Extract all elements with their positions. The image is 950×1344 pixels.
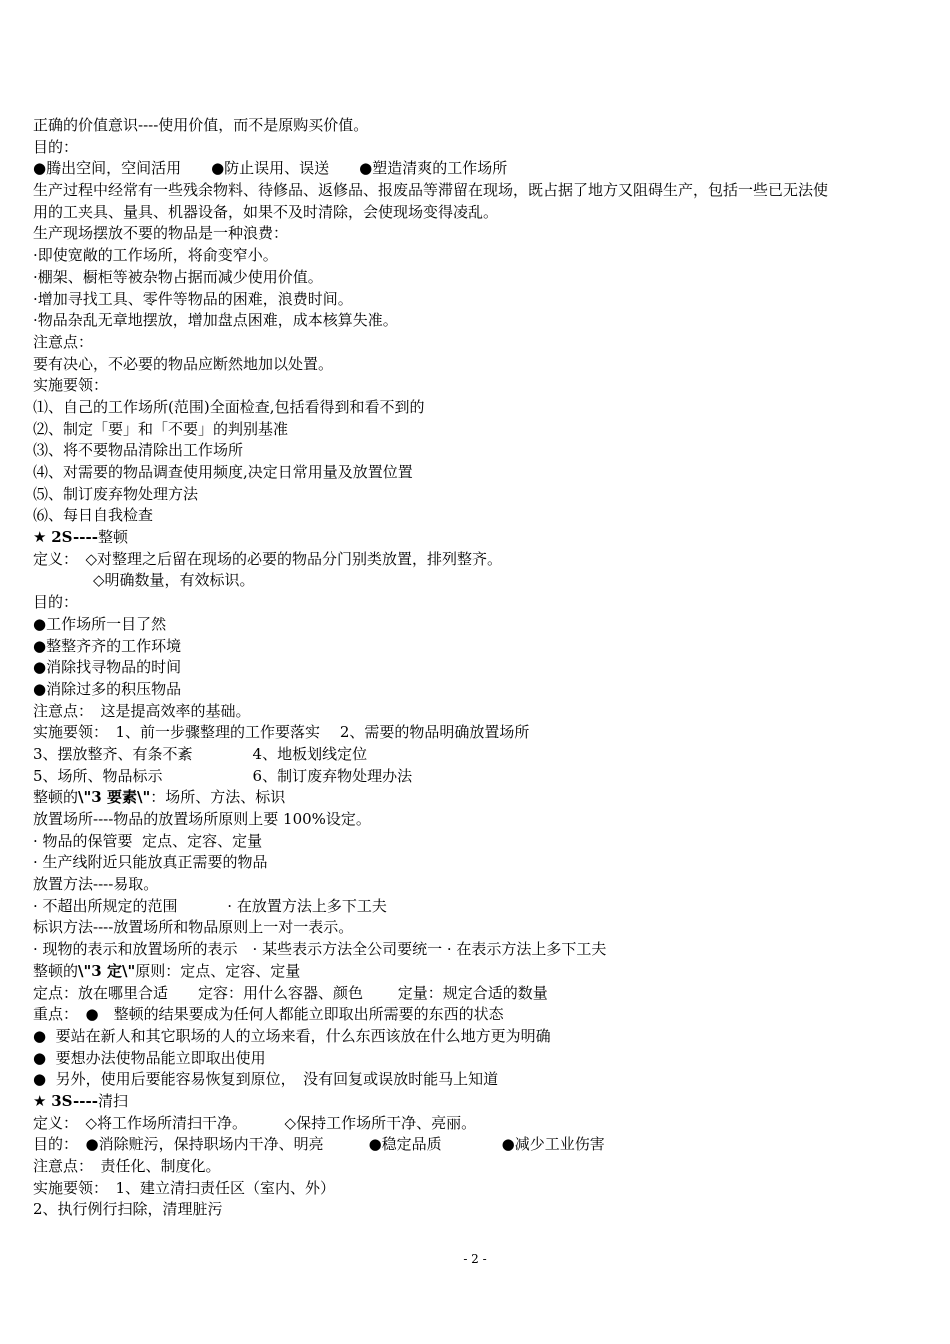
text-line: ·棚架、橱柜等被杂物占据而减少使用价值。 [33,267,323,286]
section-title: 整顿 [97,528,128,547]
list-item: ●整整齐齐的工作环境 [33,636,182,655]
text-line: 要有决心，不必要的物品应断然地加以处置。 [33,354,334,373]
text-line: 3、摆放整齐、有条不紊 4、地板划线定位 [33,744,368,763]
definition-line: 定义： ◇将工作场所清扫干净。 ◇保持工作场所干净、亮丽。 [33,1113,477,1132]
list-item: · 不超出所规定的范围 · 在放置方法上多下工夫 [33,896,387,915]
text-line: ●腾出空间，空间活用 ●防止误用、误送 ●塑造清爽的工作场所 [33,159,508,178]
star-icon: ★ [33,1091,47,1110]
text-line: 注意点： [33,332,94,351]
list-item: ● 另外，使用后要能容易恢复到原位， 没有回复或误放时能马上知道 [33,1070,499,1089]
text-line: 实施要领： 1、建立清扫责任区（室内、外） [33,1178,336,1197]
three-principles-line: 整顿的\"3 定\"原则：定点、定容、定量 [33,961,301,980]
text-line: 标识方法----放置场所和物品原则上一对一表示。 [33,918,354,937]
list-item: · 现物的表示和放置场所的表示 · 某些表示方法全公司要统一 · 在表示方法上多下工夫 [33,940,607,959]
list-item: ⑶、将不要物品清除出工作场所 [33,441,244,460]
text-line: 重点： ● 整顿的结果要成为任何人都能立即取出所需要的东西的状态 [33,1005,504,1024]
text-line: 目的： [33,137,79,156]
list-item: ⑷、对需要的物品调查使用频度,决定日常用量及放置位置 [33,463,413,481]
section-title: 清扫 [97,1091,128,1110]
text-line: ·增加寻找工具、零件等物品的困难，浪费时间。 [33,289,353,308]
section-number: 3S---- [51,1091,98,1110]
list-item: · 物品的保管要 定点、定容、定量 [33,831,263,850]
list-item: ⑸、制订废弃物处理方法 [33,484,199,503]
section-number: 2S---- [51,528,98,547]
list-item: ⑹、每日自我检查 [33,506,154,525]
text-line: 实施要领： 1、前一步骤整理的工作要落实 2、需要的物品明确放置场所 [33,723,530,742]
text-line: 目的： [33,593,79,612]
text-line: 2、执行例行扫除，清理脏污 [33,1200,223,1219]
text-line: 生产现场摆放不要的物品是一种浪费： [33,224,289,243]
text-line: 生产过程中经常有一些残余物料、待修品、返修品、报废品等滞留在现场，既占据了地方又阻碍生产，包括一些已无法使 [33,181,829,200]
list-item: ●工作场所一目了然 [33,614,167,633]
page-number: - 2 - [463,1252,487,1266]
text-line: 正确的价值意识----使用价值，而不是原购买价值。 [33,116,369,134]
list-item: · 生产线附近只能放真正需要的物品 [33,853,268,872]
list-item: ● 要站在新人和其它职场的人的立场来看，什么东西该放在什么地方更为明确 [33,1026,551,1045]
text-line: 5、场所、物品标示 6、制订废弃物处理办法 [33,766,413,785]
section-heading-2s [33,527,923,549]
text-line: 放置方法----易取。 [33,875,159,894]
list-item: ⑴、自己的工作场所(范围)全面检查,包括看得到和看不到的 [33,397,425,416]
definition-line: 定义： ◇对整理之后留在现场的必要的物品分门别类放置，排列整齐。 [33,549,503,568]
text-line: 目的： ●消除赃污，保持职场内干净、明亮 ●稳定品质 ●减少工业伤害 [33,1135,605,1154]
list-item: ⑵、制定「要」和「不要」的判别基准 [33,419,289,438]
text-line: 放置场所----物品的放置场所原则上要 100%设定。 [33,810,371,828]
text-line: 用的工夹具、量具、机器设备，如果不及时清除，会使现场变得凌乱。 [33,202,499,221]
text-line: 注意点： 这是提高效率的基础。 [33,701,251,720]
text-line: ·物品杂乱无章地摆放，增加盘点困难，成本核算失准。 [33,311,398,330]
star-icon: ★ [33,528,47,547]
document-body [33,115,923,1221]
text-line: 定点：放在哪里合适 定容：用什么容器、颜色 定量：规定合适的数量 [33,983,548,1002]
list-item: ●消除过多的积压物品 [33,679,182,698]
section-heading-3s [33,1091,923,1113]
list-item: ● 要想办法使物品能立即取出使用 [33,1048,266,1067]
definition-line: ◇明确数量，有效标识。 [33,571,255,590]
text-line: ·即使宽敞的工作场所，将俞变窄小。 [33,246,278,265]
text-line: 实施要领： [33,376,109,395]
list-item: ●消除找寻物品的时间 [33,658,182,677]
text-line: 注意点： 责任化、制度化。 [33,1157,221,1175]
three-elements-line: 整顿的\"3 要素\"：场所、方法、标识 [33,788,286,807]
